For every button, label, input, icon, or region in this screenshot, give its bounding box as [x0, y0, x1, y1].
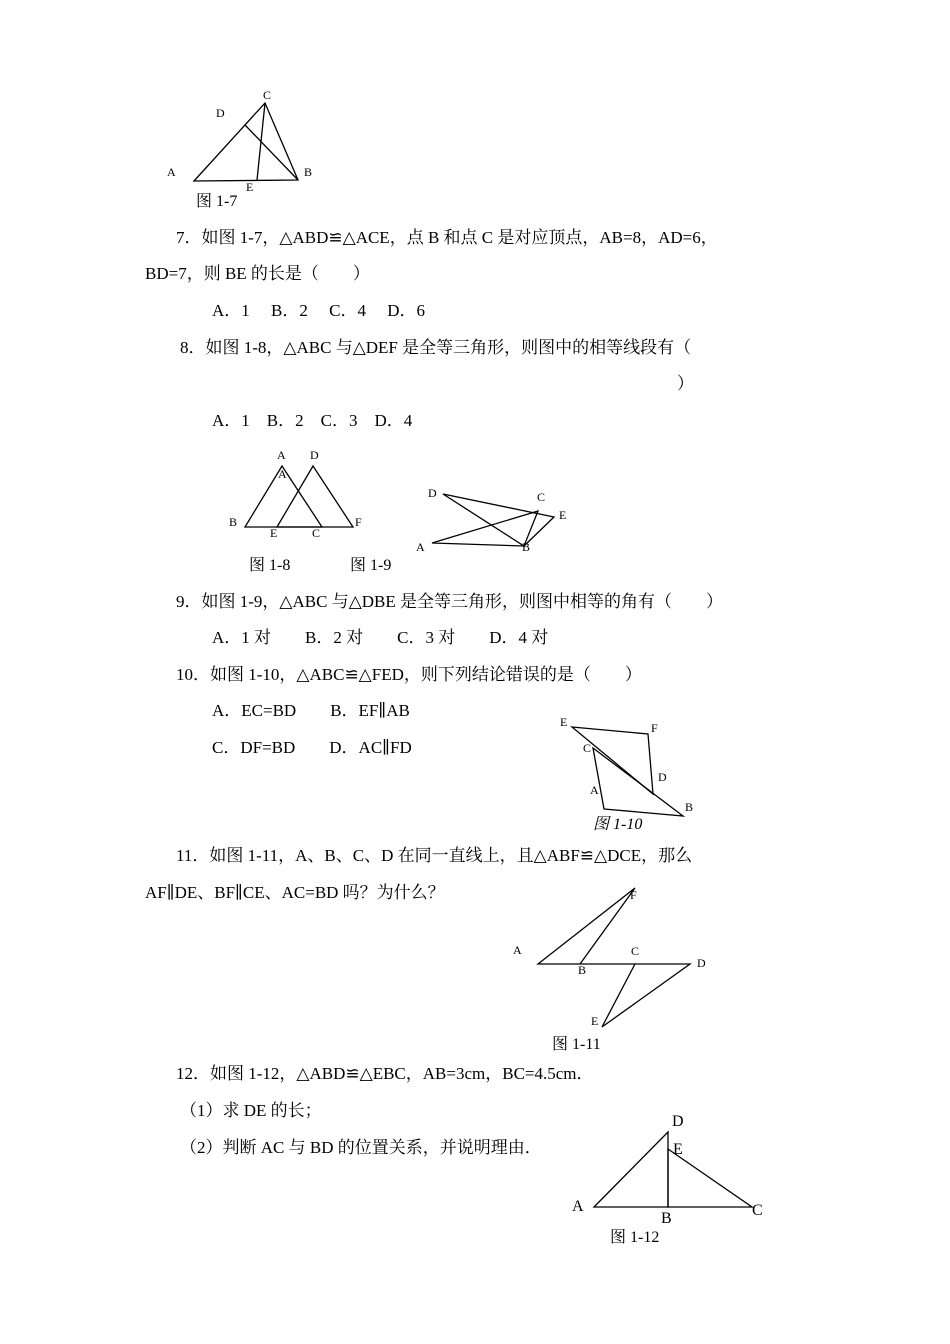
label-c: C: [752, 1202, 763, 1219]
q7-stem-line-1: 7．如图 1-7，△ABD≌△ACE，点 B 和点 C 是对应顶点，AB=8，AD=6，: [176, 228, 718, 247]
triangle-dce: [602, 964, 690, 1027]
q9-options: A．1 对 B．2 对 C．3 对 D．4 对: [212, 628, 549, 647]
figure-caption: 图 1-9: [350, 557, 392, 574]
label-c: C: [631, 944, 640, 958]
label-e: E: [246, 180, 254, 194]
label-a: A: [572, 1198, 584, 1215]
label-a: A: [167, 165, 176, 179]
label-a: A: [513, 943, 522, 957]
q7-options: A．1 B．2 C．4 D．6: [212, 301, 425, 320]
label-b: B: [229, 515, 238, 529]
q9-stem: 9．如图 1-9，△ABC 与△DBE 是全等三角形，则图中相等的角有（ ）: [176, 592, 724, 611]
label-e: E: [591, 1014, 599, 1028]
q8-stem-line-1: 8．如图 1-8，△ABC 与△DEF 是全等三角形，则图中的相等线段有（: [180, 338, 692, 357]
figure-caption: 图 1-8: [249, 557, 291, 574]
label-f: F: [355, 515, 362, 529]
q12-sub-1: （1）求 DE 的长；: [180, 1101, 322, 1120]
label-a: A: [416, 540, 425, 554]
q8-stem-line-2: ）: [677, 374, 694, 393]
label-b: B: [578, 963, 587, 977]
figure-1-7: [160, 80, 330, 220]
q12-stem: 12．如图 1-12，△ABD≌△EBC，AB=3cm，BC=4.5cm．: [176, 1064, 594, 1083]
q11-stem-line-1: 11．如图 1-11，A、B、C、D 在同一直线上，且△ABF≌△DCE，那么: [176, 846, 693, 865]
label-f: F: [651, 721, 658, 735]
figure-1-9: [340, 480, 580, 580]
q10-options-row-1: A．EC=BD B．EF∥AB: [212, 701, 410, 720]
label-c: C: [312, 526, 321, 540]
label-b: B: [685, 800, 694, 814]
segment-db: [245, 125, 298, 180]
figure-caption: 图 1-10: [593, 816, 643, 833]
q10-stem: 10．如图 1-10，△ABC≌△FED，则下列结论错误的是（ ）: [176, 665, 642, 684]
label-a2: A: [278, 467, 287, 481]
label-d: D: [310, 448, 319, 462]
q8-options: A．1 B．2 C．3 D．4: [212, 411, 413, 430]
label-e: E: [270, 526, 278, 540]
label-e: E: [673, 1141, 683, 1158]
label-d: D: [428, 486, 437, 500]
label-d: D: [658, 770, 667, 784]
triangle-abc: [593, 748, 683, 816]
q10-options-row-2: C．DF=BD D．AC∥FD: [212, 738, 412, 757]
label-b: B: [522, 540, 531, 554]
label-c: C: [263, 88, 272, 102]
figure-caption: 图 1-7: [196, 193, 238, 210]
figure-1-12: [565, 1105, 775, 1250]
figure-caption: 图 1-11: [552, 1036, 601, 1053]
label-a: A: [277, 448, 286, 462]
label-c: C: [537, 490, 546, 504]
figure-1-10: [555, 710, 715, 840]
label-e: E: [559, 508, 567, 522]
label-f: F: [630, 888, 637, 902]
label-d: D: [672, 1113, 684, 1130]
label-b: B: [304, 165, 313, 179]
q11-stem-line-2: AF∥DE、BF∥CE、AC=BD 吗？为什么？: [145, 883, 445, 902]
triangle-abd: [594, 1132, 668, 1207]
label-c: C: [583, 741, 592, 755]
label-d: D: [697, 956, 706, 970]
triangle-abf: [538, 888, 635, 964]
label-b: B: [661, 1210, 672, 1227]
triangle-abc-lines: [194, 103, 298, 181]
label-e: E: [560, 715, 568, 729]
label-a: A: [590, 783, 599, 797]
label-d: D: [216, 106, 225, 120]
figure-caption: 图 1-12: [610, 1229, 660, 1246]
figure-1-11: [505, 880, 725, 1060]
q12-sub-2: （2）判断 AC 与 BD 的位置关系，并说明理由．: [180, 1138, 542, 1157]
q7-stem-line-2: BD=7，则 BE 的长是（ ）: [145, 264, 370, 283]
